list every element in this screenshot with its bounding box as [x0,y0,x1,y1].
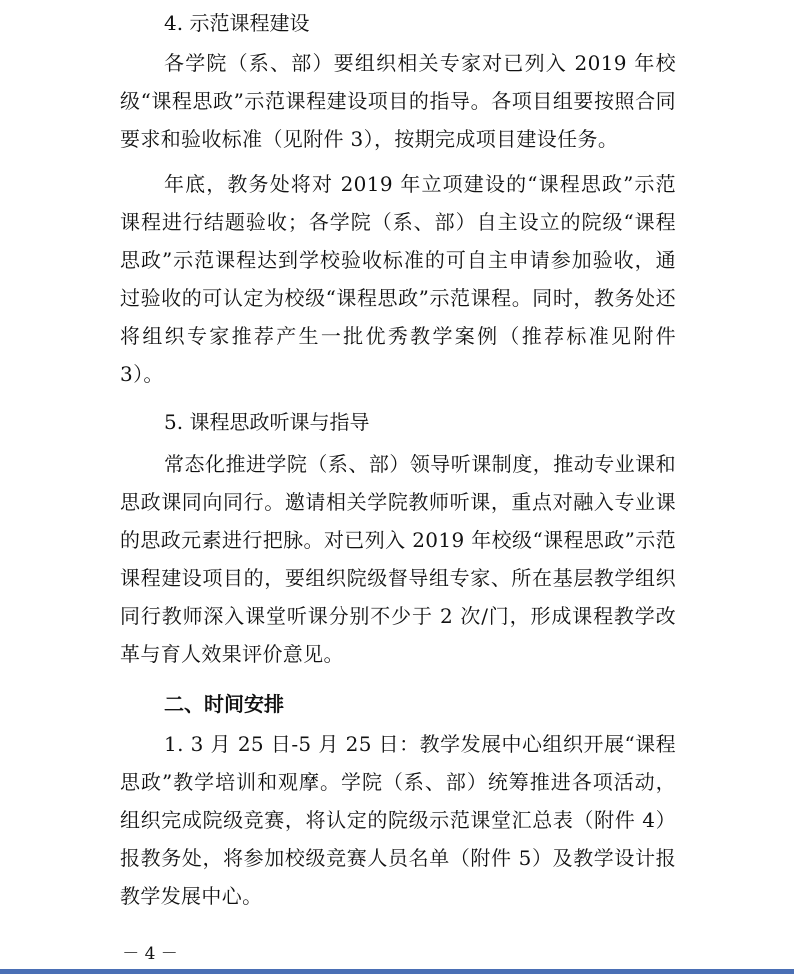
paragraph-year-end-acceptance: 年底，教务处将对 2019 年立项建设的“课程思政”示范课程进行结题验收；各学院（系、部）自主设立的院级“课程思政”示范课程达到学校验收标准的可自主申请参加验收，通过验收的可认定为校级“课程思政”示范课程。同时，教务处还将组织专家推荐产生一批优秀教学案例（推荐标准见附件 3）。 [120,172,676,386]
page-bottom-border [0,969,794,974]
paragraph-schedule-item-1: 1. 3 月 25 日-5 月 25 日：教学发展中心组织开展“课程思政”教学培训和观摩。学院（系、部）统筹推进各项活动，组织完成院级竞赛，将认定的院级示范课堂汇总表（附件 4）报教务处，将参加校级竞赛人员名单（附件 5）及教学设计报教学发展中心。 [120,732,676,908]
page-number: － 4 － [122,944,178,964]
paragraph-lecture-observation-system: 常态化推进学院（系、部）领导听课制度，推动专业课和思政课同向同行。邀请相关学院教师听课，重点对融入专业课的思政元素进行把脉。对已列入 2019 年校级“课程思政”示范课程建设项目的，要组织院级督导组专家、所在基层教学组织同行教师深入课堂听课分别不少于 2 次/门，形成课程教学改革与育人效果评价意见。 [120,452,676,666]
heading-4-demo-course-construction: 4. 示范课程建设 [164,11,310,35]
paragraph-demo-course-guidance: 各学院（系、部）要组织相关专家对已列入 2019 年校级“课程思政”示范课程建设项目的指导。各项目组要按照合同要求和验收标准（见附件 3），按期完成项目建设任务。 [120,51,676,151]
heading-5-lecture-observation: 5. 课程思政听课与指导 [164,410,370,434]
section-heading-time-schedule: 二、时间安排 [164,692,284,716]
